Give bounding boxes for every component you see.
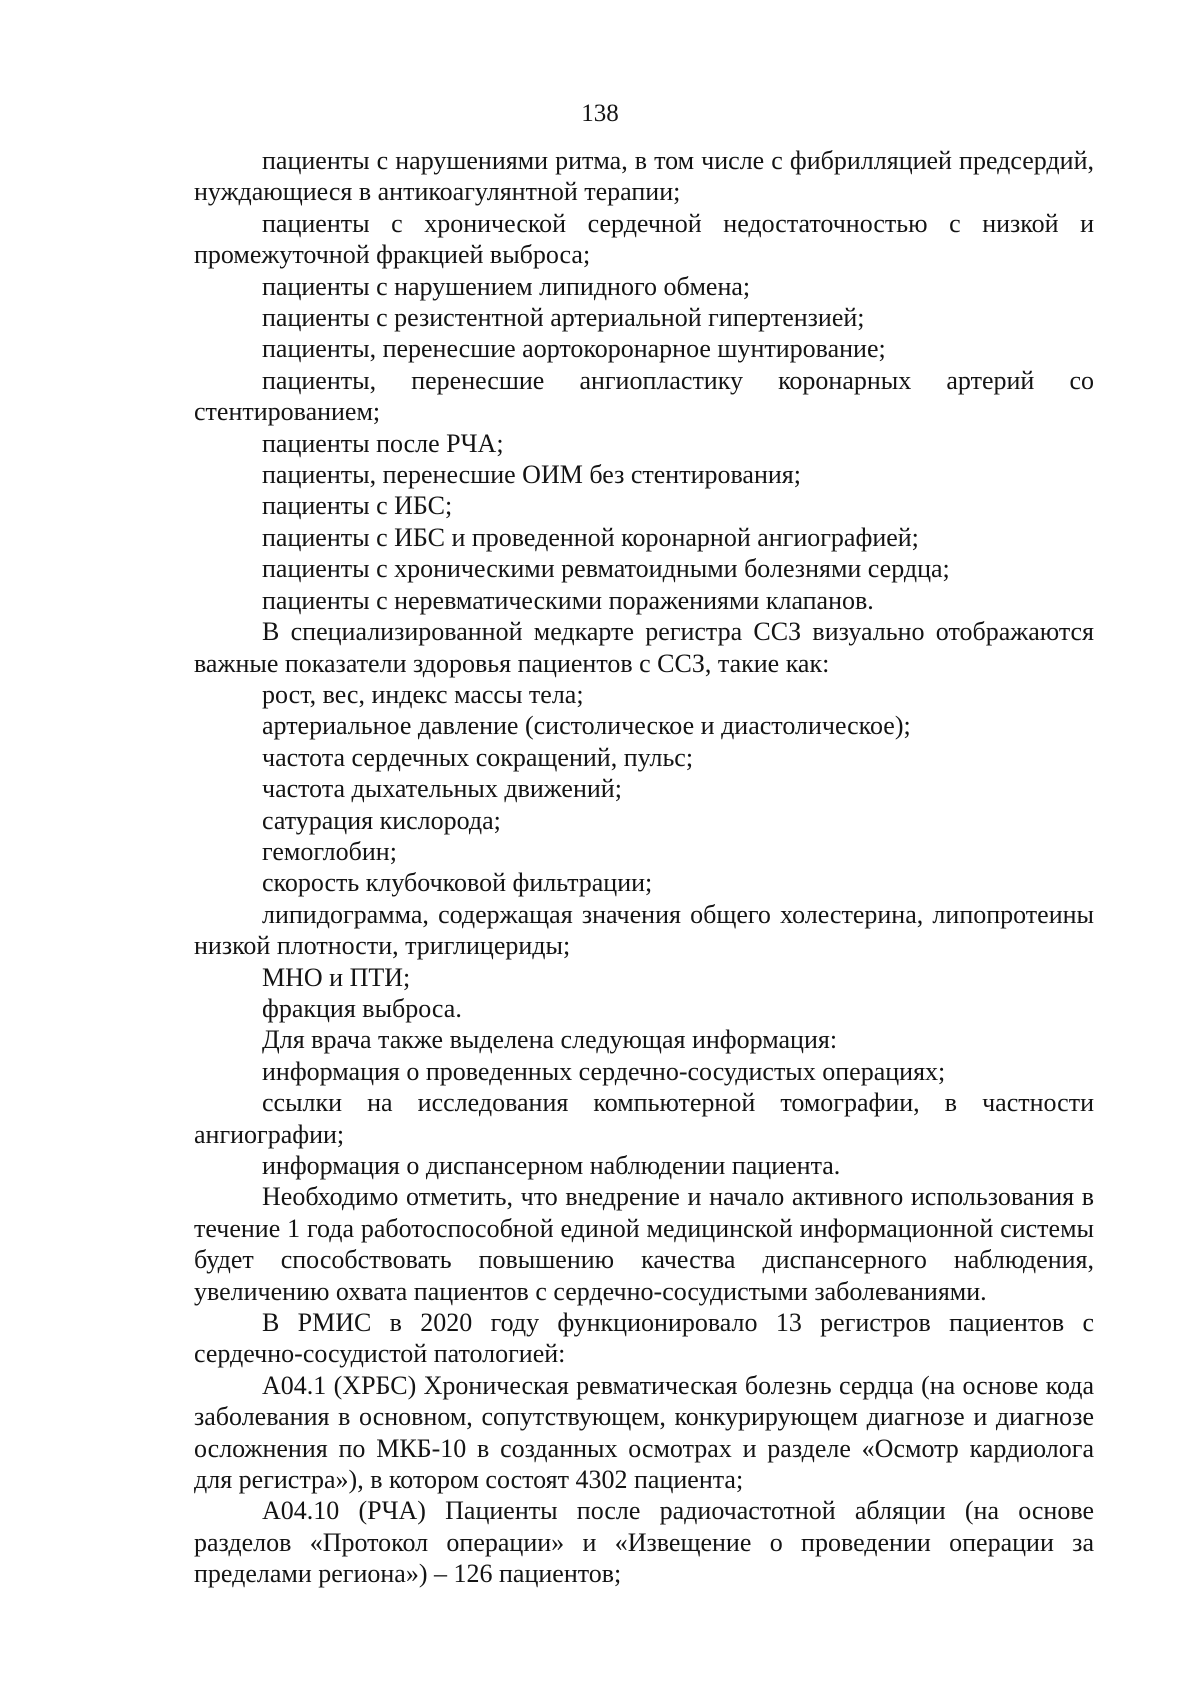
paragraph: пациенты, перенесшие ОИМ без стентирования; [262,460,801,490]
paragraph: пациенты с неревматическими поражениями клапанов. [262,585,874,615]
paragraph: В РМИС в 2020 году функционировало 13 регистров пациентов с сердечно-сосудистой патологией: [194,1308,1094,1369]
paragraph: частота дыхательных движений; [262,774,622,804]
paragraph: пациенты с нарушением липидного обмена; [262,271,751,301]
paragraph: Для врача также выделена следующая информация: [262,1025,838,1055]
paragraph: пациенты с ИБС и проведенной коронарной ангиографией; [262,522,919,552]
paragraph: скорость клубочковой фильтрации; [262,868,653,898]
paragraph: пациенты после РЧА; [262,428,504,458]
paragraph: фракция выброса. [262,993,462,1023]
paragraph: пациенты с нарушениями ритма, в том числе с фибрилляцией предсердий, нуждающиеся в антикоагулянтной терапии; [194,146,1094,207]
paragraph: гемоглобин; [262,836,397,866]
paragraph: ссылки на исследования компьютерной томографии, в частности ангиографии; [194,1088,1094,1149]
paragraph: А04.1 (ХРБС) Хроническая ревматическая болезнь сердца (на основе кода заболевания в основном, сопутствующем, конкурирующем диагнозе и диагнозе осложнения по МКБ-10 в созданных осмотрах и разделе «Осмотр кардиолога для регистра»), в котором состоят 4302 пациента; [194,1370,1094,1495]
paragraph: пациенты, перенесшие аортокоронарное шунтирование; [262,334,886,364]
paragraph: частота сердечных сокращений, пульс; [262,742,694,772]
paragraph: информация о диспансерном наблюдении пациента. [262,1151,841,1180]
paragraph: пациенты, перенесшие ангиопластику коронарных артерий со стентированием; [194,365,1094,427]
paragraph: пациенты с резистентной артериальной гипертензией; [262,303,865,333]
paragraph: А04.10 (РЧА) Пациенты после радиочастотной абляции (на основе разделов «Протокол операции» и «Извещение о проведении операции за пределами региона») – 126 пациентов; [194,1496,1094,1589]
paragraph: В специализированной медкарте регистра ССЗ визуально отображаются важные показатели здоровья пациентов с ССЗ, такие как: [194,617,1094,678]
document-body [194,145,1094,1590]
paragraph: пациенты с хроническими ревматоидными болезнями сердца; [262,554,950,584]
paragraph: информация о проведенных сердечно-сосудистых операциях; [262,1056,946,1086]
paragraph: МНО и ПТИ; [262,962,411,992]
paragraph: пациенты с ИБС; [262,491,453,521]
paragraph: Необходимо отметить, что внедрение и начало активного использования в течение 1 года работоспособной единой медицинской информационной системы будет способствовать повышению качества диспансерного наблюдения, увеличению охвата пациентов с сердечно-сосудистыми заболеваниями. [194,1182,1094,1306]
paragraph: артериальное давление (систолическое и диастолическое); [262,711,911,741]
paragraph: пациенты с хронической сердечной недостаточностью с низкой и промежуточной фракцией выброса; [194,208,1094,270]
paragraph: сатурация кислорода; [262,805,501,835]
page-number: 138 [581,100,619,127]
paragraph: липидограмма, содержащая значения общего холестерина, липопротеины низкой плотности, триглицериды; [194,899,1094,961]
paragraph: рост, вес, индекс массы тела; [262,679,584,709]
